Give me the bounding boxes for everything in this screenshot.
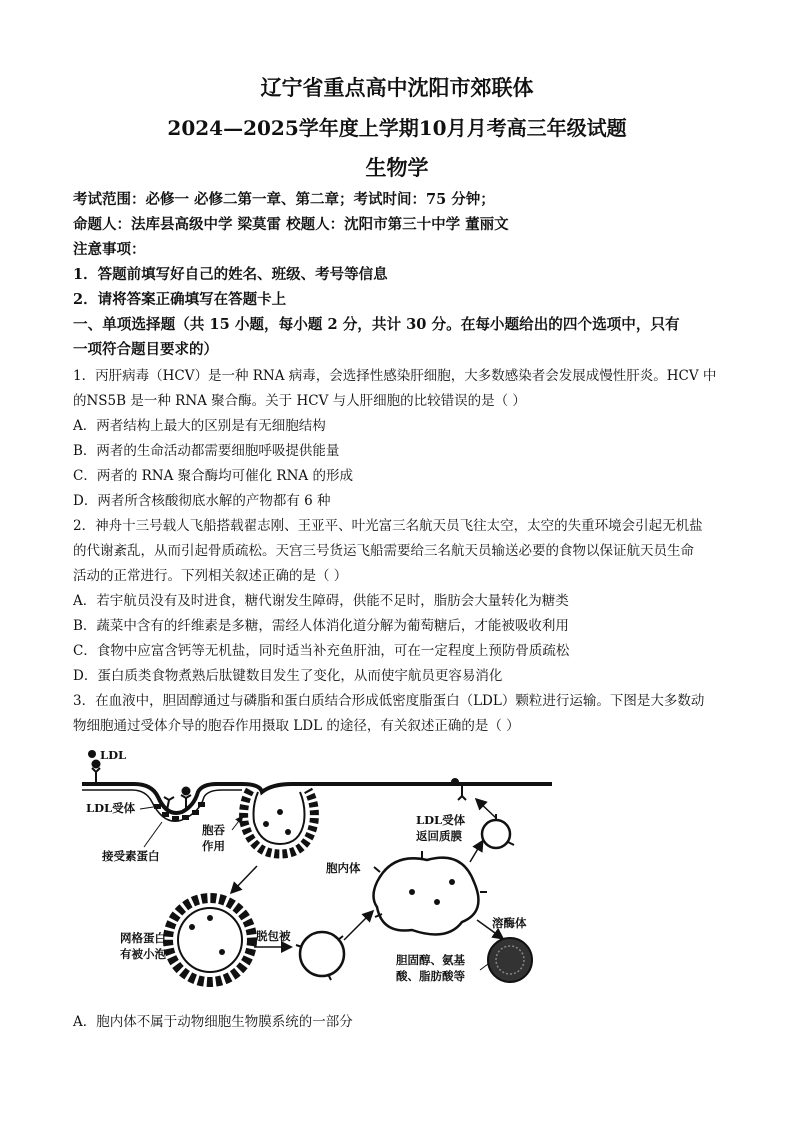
q3-stem-cont: 物细胞通过受体介导的胞吞作用摄取 LDL 的途径，有关叙述正确的是（ ） — [73, 718, 520, 734]
notice-item-2: 2．请将答案正确填写在答题卡上 — [73, 291, 287, 308]
q1-option-d: D．两者所含核酸彻底水解的产物都有 6 种 — [73, 493, 331, 509]
exam-title: 2024—2025学年度上学期10月月考高三年级试题 — [167, 116, 627, 140]
products-label-2: 酸、脂肪酸等 — [396, 969, 465, 983]
q1-option-c: C．两者的 RNA 聚合酶均可催化 RNA 的形成 — [73, 468, 353, 484]
q1-option-a: A．两者结构上最大的区别是有无细胞结构 — [73, 418, 326, 434]
plasma-membrane — [82, 784, 552, 813]
notice-item-1: 1．答题前填写好自己的姓名、班级、考号等信息 — [73, 266, 388, 283]
products-label-1: 胆固醇、氨基 — [396, 953, 465, 967]
school-title: 辽宁省重点高中沈阳市郊联体 — [260, 75, 534, 100]
endosome — [374, 851, 488, 935]
exam-scope: 考试范围：必修一 必修二第一章、第二章；考试时间：75 分钟； — [73, 191, 495, 208]
q2-option-a: A．若宇航员没有及时进食，糖代谢发生障碍，供能不足时，脂肪会大量转化为糖类 — [73, 593, 569, 609]
exam-authors: 命题人：法库县高级中学 梁莫雷 校题人：沈阳市第三十中学 董丽文 — [73, 216, 509, 233]
q2-stem-cont1: 的代谢紊乱，从而引起骨质疏松。天宫三号货运飞船需要给三名航天员输送必要的食物以保证航天员生命 — [73, 543, 694, 559]
ldl-legend — [88, 748, 126, 762]
return-label-1: LDL受体 — [416, 813, 466, 827]
q1-option-b: B．两者的生命活动都需要细胞呼吸提供能量 — [73, 443, 340, 459]
q3-option-a: A．胞内体不属于动物细胞生物膜系统的一部分 — [73, 1014, 353, 1030]
q2-option-c: C．食物中应富含钙等无机盐，同时适当补充鱼肝油，可在一定程度上预防骨质疏松 — [73, 643, 570, 659]
ldl-label: LDL — [100, 748, 127, 762]
q2-option-b: B．蔬菜中含有的纤维素是多糖，需经人体消化道分解为葡萄糖后，才能被吸收利用 — [73, 618, 569, 634]
section-heading-cont: 一项符合题目要求的） — [73, 341, 218, 358]
q2-stem-cont2: 活动的正常进行。下列相关叙述正确的是（ ） — [73, 568, 348, 584]
coated-vesicle — [168, 898, 252, 982]
subject-title: 生物学 — [365, 155, 429, 180]
q2-option-d: D．蛋白质类食物煮熟后肽键数目发生了变化，从而使宇航员更容易消化 — [73, 668, 503, 684]
lysosome-label: 溶酶体 — [492, 916, 527, 930]
uncoat-label: 脱包被 — [256, 929, 291, 943]
receptor-label: LDL受体 — [86, 801, 136, 815]
ldl-endocytosis-diagram — [82, 742, 552, 1000]
endocytosis-label-2: 作用 — [202, 839, 225, 853]
q1-stem: 1．丙肝病毒（HCV）是一种 RNA 病毒，会选择性感染肝细胞，大多数感染者会发展成慢性肝炎。HCV 中 — [73, 368, 717, 384]
q1-stem-cont: 的NS5B 是一种 RNA 聚合酶。关于 HCV 与人肝细胞的比较错误的是（ ） — [73, 393, 526, 409]
uncoated-vesicle — [296, 932, 344, 980]
q2-stem: 2．神舟十三号载人飞船搭载翟志刚、王亚平、叶光富三名航天员飞往太空，太空的失重环境会引起无机盐 — [73, 518, 703, 534]
adaptor-label: 接受素蛋白 — [102, 849, 160, 863]
endocytosis-label-1: 胞吞 — [202, 823, 225, 837]
coated-pit — [244, 790, 315, 854]
endosome-label: 胞内体 — [326, 861, 361, 875]
coated-vesicle-label-1: 网格蛋白 — [120, 931, 166, 945]
lysosome — [488, 938, 532, 982]
recycling-vesicle — [482, 814, 514, 848]
notice-title: 注意事项： — [73, 241, 146, 258]
coated-vesicle-label-2: 有被小泡 — [120, 947, 166, 961]
return-label-2: 返回质膜 — [416, 829, 462, 843]
q3-stem: 3．在血液中，胆固醇通过与磷脂和蛋白质结合形成低密度脂蛋白（LDL）颗粒进行运输。下图是大多数动 — [73, 693, 705, 709]
section-heading: 一、单项选择题（共 15 小题，每小题 2 分，共计 30 分。在每小题给出的四个选项中，只有 — [73, 316, 680, 333]
